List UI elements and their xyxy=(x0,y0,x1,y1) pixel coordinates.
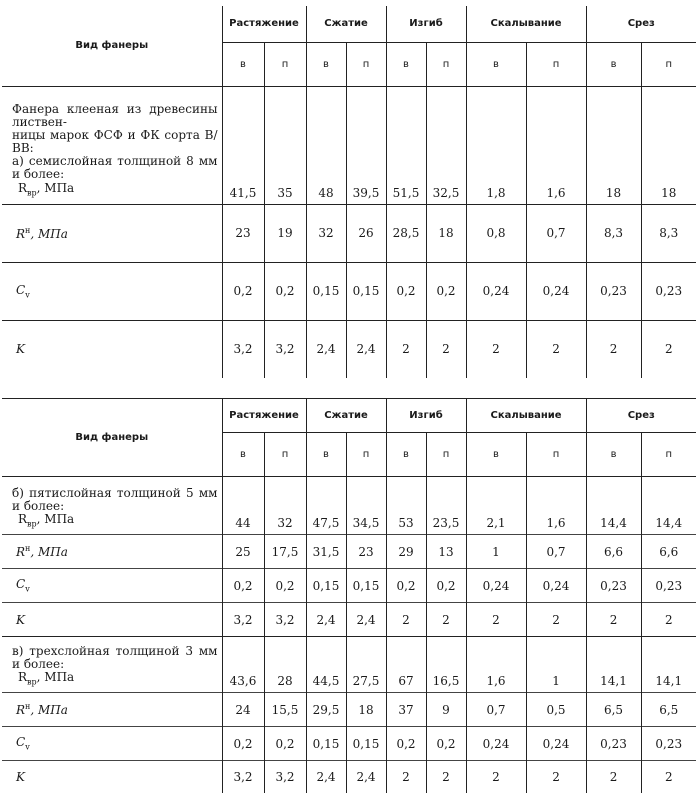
row-label-modifier: v xyxy=(25,584,30,594)
row-label-symbol: R xyxy=(16,226,26,241)
value-cell: 1,6 xyxy=(526,86,586,204)
value-cell: 0,7 xyxy=(526,204,586,262)
value-cell: 0,15 xyxy=(346,727,386,761)
value-cell: 34,5 xyxy=(346,477,386,535)
row-label-unit: , МПа xyxy=(36,181,75,196)
value-cell: 1,6 xyxy=(526,477,586,535)
value-cell: 37 xyxy=(386,693,426,727)
table-row xyxy=(2,86,696,204)
header-tension: Растяжение xyxy=(222,399,306,433)
value-cell: 2 xyxy=(386,320,426,378)
value-cell: 18 xyxy=(641,86,696,204)
value-cell: 26 xyxy=(346,204,386,262)
subheader-p: п xyxy=(346,42,386,86)
row-label-symbol: K xyxy=(16,769,25,784)
value-cell: 18 xyxy=(586,86,641,204)
table-row xyxy=(2,569,696,603)
value-cell: 2 xyxy=(466,603,526,637)
value-cell: 0,2 xyxy=(222,262,264,320)
value-cell: 41,5 xyxy=(222,86,264,204)
row-label-modifier: v xyxy=(25,290,30,300)
value-cell: 25 xyxy=(222,535,264,569)
value-cell: 0,24 xyxy=(526,569,586,603)
value-cell: 2 xyxy=(466,761,526,793)
row-label-symbol: R xyxy=(18,511,28,526)
value-cell: 2,4 xyxy=(346,603,386,637)
value-cell: 0,24 xyxy=(526,727,586,761)
value-cell: 0,7 xyxy=(526,535,586,569)
value-cell: 0,2 xyxy=(264,262,306,320)
value-cell: 53 xyxy=(386,477,426,535)
value-cell: 2 xyxy=(586,320,641,378)
description-line: а) семислойная толщиной 8 мм и более: xyxy=(12,154,218,182)
row-label xyxy=(2,320,222,378)
value-cell: 0,23 xyxy=(641,569,696,603)
value-cell: 32 xyxy=(306,204,346,262)
description-line: ницы марок ФСФ и ФК сорта В/ВВ: xyxy=(12,128,218,156)
description-line: в) трехслойная толщиной 3 мм и более: xyxy=(12,643,218,671)
subheader-v: в xyxy=(466,433,526,477)
value-cell: 0,2 xyxy=(222,569,264,603)
row-label-symbol: K xyxy=(16,612,25,627)
value-cell: 0,5 xyxy=(526,693,586,727)
row-label-unit: , МПа xyxy=(30,226,68,241)
table-row xyxy=(2,262,696,320)
row-label-symbol: C xyxy=(16,282,26,297)
value-cell: 6,5 xyxy=(586,693,641,727)
value-cell: 44,5 xyxy=(306,637,346,693)
value-cell: 6,5 xyxy=(641,693,696,727)
row-label xyxy=(2,204,222,262)
description-line: б) пятислойная толщиной 5 мм и более: xyxy=(12,485,218,513)
value-cell: 2,4 xyxy=(306,761,346,793)
row-label xyxy=(2,693,222,727)
value-cell: 24 xyxy=(222,693,264,727)
subheader-v: в xyxy=(466,42,526,86)
row-label-symbol: R xyxy=(16,703,26,717)
value-cell: 0,2 xyxy=(426,727,466,761)
row-label xyxy=(12,182,218,199)
subheader-p: п xyxy=(526,433,586,477)
value-cell: 0,15 xyxy=(346,569,386,603)
value-cell: 0,15 xyxy=(346,262,386,320)
row-label-modifier: н xyxy=(25,544,31,553)
subheader-p: п xyxy=(264,42,306,86)
value-cell: 2 xyxy=(386,603,426,637)
row-label-unit: , МПа xyxy=(36,511,75,526)
value-cell: 0,15 xyxy=(306,262,346,320)
value-cell: 2,4 xyxy=(346,761,386,793)
row-label-symbol: R xyxy=(18,669,28,684)
row-label-modifier: вр xyxy=(27,519,37,528)
value-cell: 0,7 xyxy=(466,693,526,727)
row-label-symbol: C xyxy=(16,577,26,592)
subheader-p: п xyxy=(526,42,586,86)
subheader-v: в xyxy=(222,42,264,86)
subheader-p: п xyxy=(641,42,696,86)
value-cell: 44 xyxy=(222,477,264,535)
value-cell: 23 xyxy=(222,204,264,262)
value-cell: 13 xyxy=(426,535,466,569)
value-cell: 2 xyxy=(641,603,696,637)
value-cell: 67 xyxy=(386,637,426,693)
row-label xyxy=(12,513,218,530)
row-label-symbol: K xyxy=(16,342,25,357)
table-row xyxy=(2,320,696,378)
value-cell: 29 xyxy=(386,535,426,569)
header-compression: Сжатие xyxy=(306,399,386,433)
subheader-v: в xyxy=(306,433,346,477)
header-shear-cut: Срез xyxy=(586,399,696,433)
row-label-symbol: R xyxy=(16,545,26,559)
subheader-v: в xyxy=(586,433,641,477)
header-shear-cut: Срез xyxy=(586,6,696,42)
value-cell: 14,1 xyxy=(586,637,641,693)
row-label-symbol: C xyxy=(16,735,26,750)
subheader-p: п xyxy=(346,433,386,477)
value-cell: 0,2 xyxy=(222,727,264,761)
value-cell: 0,23 xyxy=(641,262,696,320)
value-cell: 0,24 xyxy=(466,727,526,761)
subheader-v: в xyxy=(586,42,641,86)
value-cell: 0,23 xyxy=(641,727,696,761)
value-cell: 2 xyxy=(426,603,466,637)
row-description xyxy=(2,477,222,535)
value-cell: 1 xyxy=(526,637,586,693)
value-cell: 43,6 xyxy=(222,637,264,693)
header-compression: Сжатие xyxy=(306,6,386,42)
header-bending: Изгиб xyxy=(386,6,466,42)
value-cell: 18 xyxy=(426,204,466,262)
value-cell: 32,5 xyxy=(426,86,466,204)
value-cell: 39,5 xyxy=(346,86,386,204)
value-cell: 0,2 xyxy=(426,569,466,603)
row-label-unit: , МПа xyxy=(36,669,75,684)
row-label-symbol: R xyxy=(18,181,28,196)
value-cell: 0,2 xyxy=(386,727,426,761)
value-cell: 8,3 xyxy=(586,204,641,262)
value-cell: 35 xyxy=(264,86,306,204)
value-cell: 2 xyxy=(526,603,586,637)
table-row xyxy=(2,477,696,535)
value-cell: 23 xyxy=(346,535,386,569)
value-cell: 16,5 xyxy=(426,637,466,693)
value-cell: 2,4 xyxy=(306,603,346,637)
value-cell: 9 xyxy=(426,693,466,727)
table-row xyxy=(2,693,696,727)
value-cell: 2 xyxy=(526,320,586,378)
value-cell: 27,5 xyxy=(346,637,386,693)
value-cell: 2 xyxy=(526,761,586,793)
header-tension: Растяжение xyxy=(222,6,306,42)
value-cell: 3,2 xyxy=(264,320,306,378)
value-cell: 0,23 xyxy=(586,569,641,603)
subheader-v: в xyxy=(306,42,346,86)
value-cell: 6,6 xyxy=(641,535,696,569)
value-cell: 0,2 xyxy=(264,727,306,761)
row-description xyxy=(2,637,222,693)
value-cell: 2,1 xyxy=(466,477,526,535)
row-label xyxy=(2,535,222,569)
value-cell: 2 xyxy=(386,761,426,793)
row-label xyxy=(2,603,222,637)
row-label-unit: , МПа xyxy=(30,703,68,717)
row-description xyxy=(2,86,222,204)
subheader-p: п xyxy=(426,42,466,86)
value-cell: 19 xyxy=(264,204,306,262)
value-cell: 3,2 xyxy=(222,320,264,378)
value-cell: 14,4 xyxy=(641,477,696,535)
table-1 xyxy=(2,6,696,378)
row-label-modifier: вр xyxy=(27,188,37,198)
subheader-p: п xyxy=(264,433,306,477)
value-cell: 14,1 xyxy=(641,637,696,693)
row-label xyxy=(2,727,222,761)
value-cell: 0,23 xyxy=(586,727,641,761)
value-cell: 18 xyxy=(346,693,386,727)
header-group-row xyxy=(2,399,696,433)
value-cell: 17,5 xyxy=(264,535,306,569)
subheader-v: в xyxy=(222,433,264,477)
subheader-v: в xyxy=(386,433,426,477)
subheader-v: в xyxy=(386,42,426,86)
table-2 xyxy=(2,398,696,793)
table-row xyxy=(2,535,696,569)
value-cell: 3,2 xyxy=(222,761,264,793)
row-label xyxy=(2,262,222,320)
value-cell: 6,6 xyxy=(586,535,641,569)
value-cell: 0,24 xyxy=(466,262,526,320)
row-label xyxy=(12,671,218,688)
row-label-modifier: вр xyxy=(27,677,37,686)
value-cell: 51,5 xyxy=(386,86,426,204)
row-label-modifier: н xyxy=(25,702,31,711)
value-cell: 32 xyxy=(264,477,306,535)
value-cell: 3,2 xyxy=(264,603,306,637)
header-shear-chipping: Скалывание xyxy=(466,399,586,433)
value-cell: 3,2 xyxy=(264,761,306,793)
value-cell: 0,2 xyxy=(386,569,426,603)
value-cell: 14,4 xyxy=(586,477,641,535)
value-cell: 0,15 xyxy=(306,727,346,761)
value-cell: 2 xyxy=(426,761,466,793)
description-line: Фанера клееная из древесины листвен- xyxy=(12,102,218,130)
column-label-plywood-type: Вид фанеры xyxy=(75,40,149,52)
row-label xyxy=(2,761,222,793)
value-cell: 2 xyxy=(586,761,641,793)
value-cell: 1,8 xyxy=(466,86,526,204)
row-label-modifier: н xyxy=(25,225,31,235)
table-row xyxy=(2,204,696,262)
value-cell: 23,5 xyxy=(426,477,466,535)
header-group-row xyxy=(2,6,696,42)
row-label-unit: , МПа xyxy=(30,545,68,559)
table-row xyxy=(2,761,696,793)
table-row xyxy=(2,727,696,761)
value-cell: 3,2 xyxy=(222,603,264,637)
value-cell: 47,5 xyxy=(306,477,346,535)
value-cell: 0,8 xyxy=(466,204,526,262)
header-bending: Изгиб xyxy=(386,399,466,433)
value-cell: 2 xyxy=(466,320,526,378)
row-label-modifier: v xyxy=(25,742,30,752)
value-cell: 48 xyxy=(306,86,346,204)
value-cell: 8,3 xyxy=(641,204,696,262)
value-cell: 15,5 xyxy=(264,693,306,727)
value-cell: 0,15 xyxy=(306,569,346,603)
header-shear-chipping: Скалывание xyxy=(466,6,586,42)
table-row xyxy=(2,637,696,693)
column-label-plywood-type: Вид фанеры xyxy=(75,432,149,443)
value-cell: 1 xyxy=(466,535,526,569)
value-cell: 2,4 xyxy=(346,320,386,378)
value-cell: 2,4 xyxy=(306,320,346,378)
value-cell: 0,2 xyxy=(264,569,306,603)
value-cell: 2 xyxy=(586,603,641,637)
subheader-p: п xyxy=(426,433,466,477)
value-cell: 0,2 xyxy=(426,262,466,320)
value-cell: 2 xyxy=(641,761,696,793)
value-cell: 0,2 xyxy=(386,262,426,320)
value-cell: 1,6 xyxy=(466,637,526,693)
value-cell: 0,24 xyxy=(466,569,526,603)
value-cell: 28 xyxy=(264,637,306,693)
row-label xyxy=(2,569,222,603)
value-cell: 31,5 xyxy=(306,535,346,569)
table-row xyxy=(2,603,696,637)
value-cell: 0,24 xyxy=(526,262,586,320)
value-cell: 29,5 xyxy=(306,693,346,727)
value-cell: 28,5 xyxy=(386,204,426,262)
value-cell: 0,23 xyxy=(586,262,641,320)
value-cell: 2 xyxy=(426,320,466,378)
subheader-p: п xyxy=(641,433,696,477)
value-cell: 2 xyxy=(641,320,696,378)
